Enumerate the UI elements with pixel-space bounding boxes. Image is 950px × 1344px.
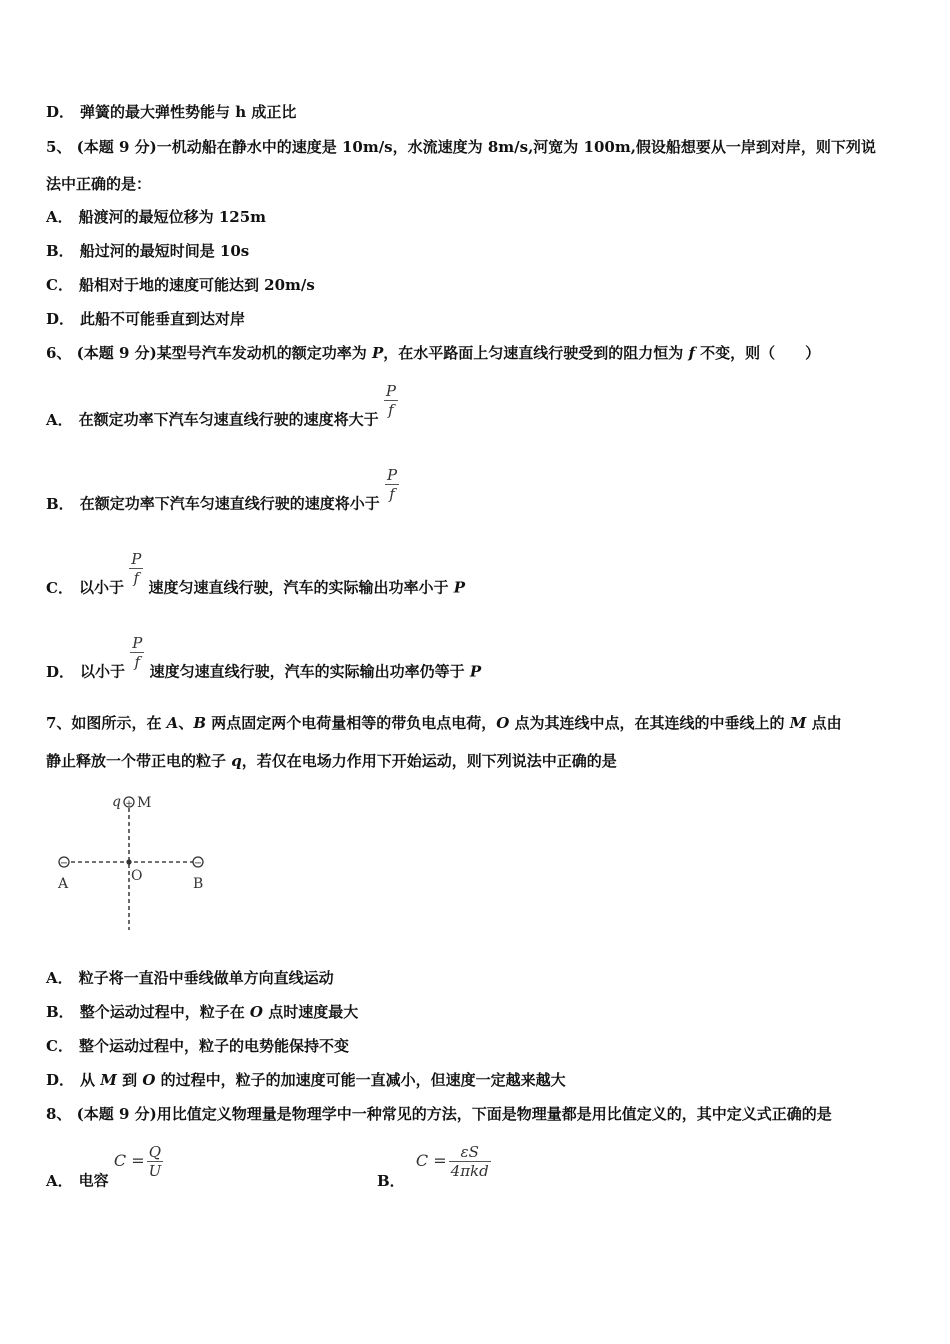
option-label: A． bbox=[46, 1171, 73, 1190]
symbol-o: O bbox=[142, 1071, 156, 1089]
q5-stem-line2: 法中正确的是： bbox=[46, 175, 152, 193]
symbol-o: O bbox=[496, 714, 510, 732]
q7-s2: 、 bbox=[178, 714, 194, 732]
minus-sign-a: − bbox=[59, 858, 69, 869]
q5-option-d bbox=[46, 309, 920, 329]
q8-stem: 8、 (本题 9 分)用比值定义物理量是物理学中一种常见的方法，下面是物理量都是用比值定义的，其中定义式正确的是 bbox=[46, 1105, 832, 1123]
formula-lhs: C = bbox=[415, 1150, 447, 1170]
q8-option-a bbox=[46, 1143, 163, 1200]
option-post: 速度匀速直线行驶，汽车的实际输出功率小于 bbox=[148, 578, 454, 597]
option-post: 速度匀速直线行驶，汽车的实际输出功率仍等于 bbox=[149, 662, 470, 681]
option-text: 在额定功率下汽车匀速直线行驶的速度将小于 bbox=[79, 494, 380, 513]
q7-s5: 点由 bbox=[806, 714, 842, 732]
q5-option-c bbox=[46, 275, 920, 295]
option-post: 的过程中，粒子的加速度可能一直减小，但速度一定越来越大 bbox=[155, 1071, 566, 1089]
q5-option-a bbox=[46, 207, 920, 227]
q7-s3: 两点固定两个电荷量相等的带负电点电荷， bbox=[206, 714, 497, 732]
fraction-p-over-f bbox=[384, 382, 398, 419]
q7-s7: ，若仅在电场力作用下开始运动，则下列说法中正确的是 bbox=[241, 752, 617, 770]
fraction-denominator: 4πkd bbox=[450, 1162, 489, 1180]
fraction-p-over-f bbox=[385, 466, 399, 503]
symbol-p: P bbox=[453, 578, 466, 597]
option-label: A． bbox=[46, 208, 73, 226]
option-label: C． bbox=[46, 276, 73, 294]
label-a: A bbox=[58, 876, 69, 892]
option-text: 船过河的最短时间是 10s bbox=[79, 242, 250, 260]
fraction-denominator: f bbox=[388, 401, 394, 419]
option-post: 点时速度最大 bbox=[263, 1003, 359, 1021]
fraction-denominator: f bbox=[133, 569, 140, 587]
fraction-numerator: P bbox=[386, 466, 398, 484]
q6-stem bbox=[46, 343, 920, 363]
option-text: 在额定功率下汽车匀速直线行驶的速度将大于 bbox=[78, 410, 379, 429]
option-label: B． bbox=[377, 1171, 405, 1190]
symbol-p: P bbox=[371, 344, 384, 362]
formula-lhs: C = bbox=[113, 1150, 145, 1170]
option-text: 电容 bbox=[78, 1171, 109, 1190]
q6-option-b bbox=[46, 466, 920, 523]
q6-option-c bbox=[46, 550, 920, 607]
option-text: 弹簧的最大弹性势能与 h 成正比 bbox=[80, 103, 297, 121]
q6-option-d bbox=[46, 634, 920, 691]
q7-option-c bbox=[46, 1036, 920, 1056]
option-label: C． bbox=[46, 578, 73, 597]
option-label: A． bbox=[46, 969, 73, 987]
fraction-p-over-f bbox=[129, 550, 143, 587]
q7-stem-line1 bbox=[46, 713, 920, 733]
fraction-denominator: f bbox=[389, 485, 395, 503]
symbol-p: P bbox=[469, 662, 482, 681]
q7-s1: 7、如图所示，在 bbox=[46, 714, 167, 732]
plus-sign: + bbox=[125, 799, 133, 809]
q7-option-a bbox=[46, 968, 920, 988]
fraction-denominator: f bbox=[134, 653, 141, 671]
fraction-numerator: P bbox=[132, 634, 143, 652]
option-pre: 整个运动过程中，粒子在 bbox=[79, 1003, 250, 1021]
symbol-m: M bbox=[100, 1071, 117, 1089]
midpoint-o-dot bbox=[126, 859, 131, 864]
option-text: 船相对于地的速度可能达到 20m/s bbox=[78, 276, 315, 294]
symbol-b: B bbox=[193, 714, 207, 732]
option-pre: 以小于 bbox=[80, 662, 126, 681]
q6-stem-c: 不变，则（ ） bbox=[694, 344, 821, 362]
option-pre: 以小于 bbox=[78, 578, 124, 597]
fraction-denominator: U bbox=[148, 1162, 162, 1180]
option-label: D． bbox=[46, 662, 75, 681]
q5-option-b bbox=[46, 241, 920, 261]
option-text: 此船不可能垂直到达对岸 bbox=[80, 310, 246, 328]
option-label: B． bbox=[46, 242, 74, 260]
symbol-a: A bbox=[166, 714, 179, 732]
q7-stem-line2 bbox=[46, 751, 920, 771]
q7-s4: 点为其连线中点，在其连线的中垂线上的 bbox=[509, 714, 790, 732]
fraction-numerator: P bbox=[385, 382, 396, 400]
option-label: A． bbox=[46, 410, 73, 429]
fraction-es-over-4pikd bbox=[449, 1143, 491, 1180]
formula-capacitance-definition bbox=[114, 1143, 163, 1180]
charge-diagram bbox=[50, 788, 220, 938]
option-label: B． bbox=[46, 1003, 74, 1021]
label-b: B bbox=[193, 876, 204, 892]
fraction-q-over-u bbox=[147, 1143, 164, 1180]
option-label: B． bbox=[46, 494, 74, 513]
fraction-p-over-f bbox=[130, 634, 144, 671]
fraction-numerator: Q bbox=[147, 1143, 164, 1162]
option-text: 船渡河的最短位移为 125m bbox=[78, 208, 267, 226]
q7-option-b bbox=[46, 1002, 920, 1022]
option-label: D． bbox=[46, 1071, 75, 1089]
q5-stem-line1: 5、 (本题 9 分)一机动船在静水中的速度是 10m/s，水流速度为 8m/s,河宽为 100m,假设船想要从一岸到对岸，则下列说 bbox=[46, 138, 876, 156]
fraction-numerator: P bbox=[131, 550, 142, 568]
q7-option-d bbox=[46, 1070, 920, 1090]
formula-capacitance-determinative bbox=[416, 1143, 491, 1180]
option-text: 整个运动过程中，粒子的电势能保持不变 bbox=[78, 1037, 349, 1055]
symbol-m: M bbox=[789, 714, 807, 732]
q4-option-d bbox=[46, 102, 920, 122]
option-label: D． bbox=[46, 310, 75, 328]
symbol-q: q bbox=[231, 752, 242, 770]
q7-s6: 静止释放一个带正电的粒子 bbox=[46, 752, 232, 770]
q6-stem-a: 6、 (本题 9 分)某型号汽车发动机的额定功率为 bbox=[46, 344, 372, 362]
option-label: C． bbox=[46, 1037, 73, 1055]
fraction-numerator: εS bbox=[449, 1143, 491, 1162]
symbol-o: O bbox=[249, 1003, 263, 1021]
option-text: 粒子将一直沿中垂线做单方向直线运动 bbox=[78, 969, 334, 987]
label-q: q bbox=[112, 794, 121, 810]
label-o: O bbox=[131, 868, 143, 884]
minus-sign-b: − bbox=[193, 858, 203, 869]
symbol-f: f bbox=[688, 344, 695, 362]
option-pre: 从 bbox=[80, 1071, 101, 1089]
q6-stem-b: ，在水平路面上匀速直线行驶受到的阻力恒为 bbox=[383, 344, 689, 362]
label-m: M bbox=[137, 795, 152, 811]
option-label: D． bbox=[46, 103, 75, 121]
option-mid: 到 bbox=[116, 1071, 143, 1089]
q6-option-a bbox=[46, 382, 920, 439]
